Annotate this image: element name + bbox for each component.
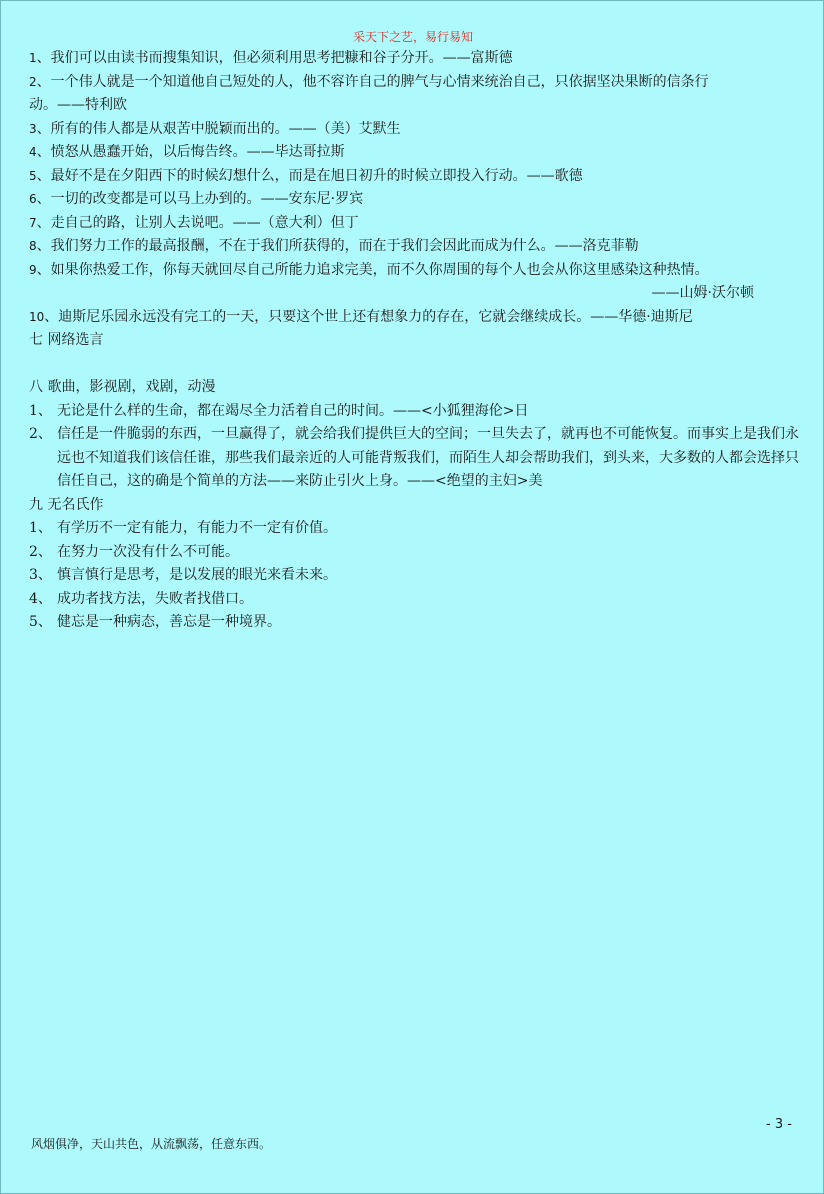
- quote-item: 10、迪斯尼乐园永远没有完工的一天，只要这个世上还有想象力的存在，它就会继续成长。——华德·迪斯尼: [29, 308, 693, 325]
- section-heading: 八 歌曲，影视剧，戏剧，动漫: [29, 379, 216, 395]
- quote-item: 3、所有的伟人都是从艰苦中脱颖而出的。——（美）艾默生: [29, 120, 401, 137]
- page-header: 采天下之艺，易行易知: [352, 30, 473, 44]
- list-item: 4、 成功者找方法，失败者找借口。: [29, 590, 253, 607]
- quote-item: 4、愤怒从愚蠢开始，以后悔告终。——毕达哥拉斯: [29, 144, 345, 160]
- list-item: 3、 慎言慎行是思考，是以发展的眼光来看未来。: [29, 567, 337, 583]
- quote-item: 8、我们努力工作的最高报酬，不在于我们所获得的，而在于我们会因此而成为什么。——洛克菲勒: [29, 238, 639, 254]
- quote-author: ——山姆·沃尔顿: [651, 285, 754, 301]
- section-heading: 九 无名氏作: [29, 496, 104, 513]
- quote-item: 1、 无论是什么样的生命，都在竭尽全力活着自己的时间。——<小狐狸海伦>日: [29, 402, 529, 419]
- blank-line: [29, 353, 799, 377]
- quote-item: 2、一个伟人就是一个知道他自己短处的人，他不容许自己的脾气与心情来统治自己，只依据坚决果断的信条行: [29, 73, 709, 90]
- quote-item-continuation: 动。——特利欧: [29, 97, 127, 113]
- quote-item: 2、 信任是一件脆弱的东西，一旦赢得了，就会给我们提供巨大的空间；一旦失去了，就再也不可能恢复。而事实上是我们永远也不知道我们该信任谁，那些我们最亲近的人可能背叛我们，而陌生人却会帮助我们，到头来，大多数的人都会选择只信任自己，这的确是个简单的方法——来防止引火上身。——<绝望的主妇>美: [29, 426, 799, 489]
- quote-item: 6、一切的改变都是可以马上办到的。——安东尼·罗宾: [29, 191, 364, 207]
- list-item: 2、 在努力一次没有什么不可能。: [29, 543, 239, 560]
- quote-item: 1、我们可以由读书而搜集知识，但必须利用思考把糠和谷子分开。——富斯德: [29, 50, 513, 66]
- section-heading: 七 网络选言: [29, 332, 104, 348]
- quote-item: 7、走自己的路，让别人去说吧。——（意大利）但丁: [29, 214, 359, 231]
- list-item: 5、 健忘是一种病态，善忘是一种境界。: [29, 614, 281, 630]
- quote-item: 9、如果你热爱工作，你每天就回尽自己所能力追求完美，而不久你周围的每个人也会从你这里感染这种热情。: [29, 261, 709, 278]
- quote-item: 5、最好不是在夕阳西下的时候幻想什么，而是在旭日初升的时候立即投入行动。——歌德: [29, 167, 583, 184]
- page-content: [29, 47, 799, 635]
- page-footer: 风烟俱净，天山共色，从流飘荡，任意东西。: [31, 1137, 272, 1151]
- list-item: 1、 有学历不一定有能力，有能力不一定有价值。: [29, 520, 337, 536]
- page-number: - 3 -: [766, 1117, 792, 1132]
